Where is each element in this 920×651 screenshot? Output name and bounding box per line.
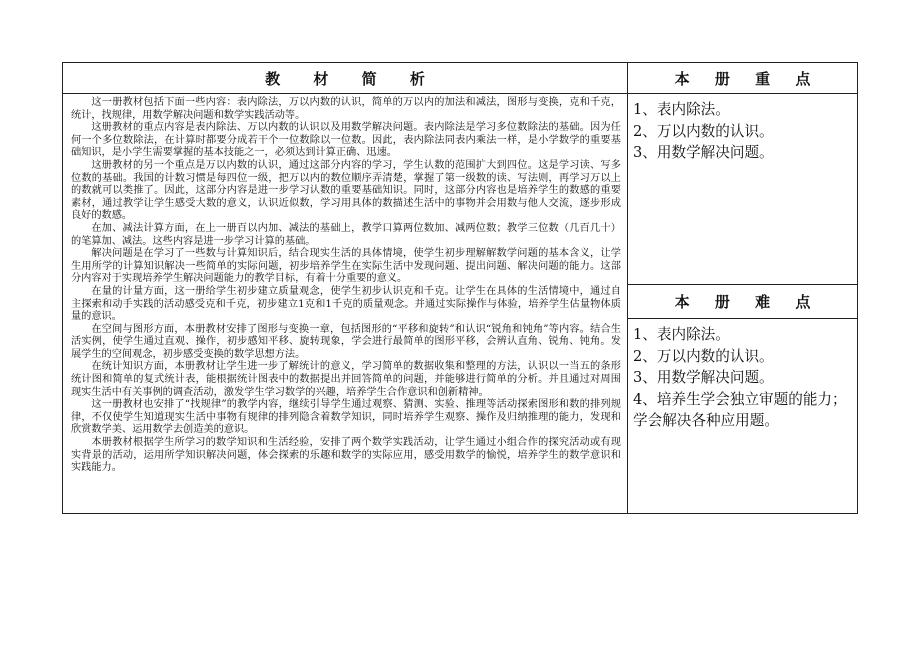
key-points-heading: 本 册 重 点: [628, 63, 857, 94]
paragraph: 这册教材的重点内容是表内除法、万以内数的认识以及用数学解决问题。表内除法是学习多位数除法的基础。因为任何一个多位数除法，在计算时都要分成若干个一位数除以一位数。因此，表内除法同表内乘法一样，是小学数学的重要基础知识，是小学生需要掌握的基本技能之一，必须达到计算正确、迅速。: [71, 122, 621, 159]
analysis-table: [62, 62, 858, 514]
paragraph: 解决问题是在学习了一些数与计算知识后，结合现实生活的具体情境，使学生初步理解解数学问题的基本含义，让学生用所学的计算知识解决一些简单的实际问题，初步培养学生在实际生活中发现问题、提出问题、解决问题的能力。这部分内容对于实现培养学生解决问题能力的教学目标，有着十分重要的意义。: [71, 248, 621, 285]
list-item: 3、用数学解决问题。: [633, 369, 774, 386]
difficulties-heading: 本 册 难 点: [628, 285, 857, 319]
paragraph: 在空间与图形方面，本册教材安排了图形与变换一章，包括图形的“平移和旋转”和认识“锐角和钝角”等内容。结合生活实例，使学生通过直观、操作，初步感知平移、旋转现象，学会进行最简单的图形平移，会辨认直角、锐角、钝角。发展学生的空间观念，初步感受变换的数学思想方法。: [71, 323, 621, 360]
list-item: 2、万以内数的认识。: [633, 122, 774, 140]
paragraph: 这册教材的另一个重点是万以内数的认识，通过这部分内容的学习，学生认数的范围扩大到四位。这是学习读、写多位数的基础。我国的计数习惯是每四位一级，把万以内的数位顺序弄清楚，掌握了第一级数的读、写法则，再学习万以上的数就可以类推了。因此，这部分内容是进一步学习认数的重要基础知识。同时，这部分内容也是培养学生的数感的重要素材，通过教学让学生感受大数的意义，认识近似数，学习用具体的数描述生活中的事物并会用数与他人交流，逐步形成良好的数感。: [71, 159, 621, 222]
difficulties-list: [628, 319, 857, 432]
paragraph: 在加、减法计算方面，在上一册百以内加、减法的基础上，教学口算两位数加、减两位数；教学三位数（几百几十）的笔算加、减法。这些内容是进一步学习计算的基础。: [71, 222, 621, 247]
paragraph: 这一册教材包括下面一些内容：表内除法，万以内数的认识，简单的万以内的加法和减法，图形与变换，克和千克，统计，找规律，用数学解决问题和数学实践活动等。: [71, 97, 621, 121]
right-column: [628, 63, 857, 513]
paragraph: 这一册教材也安排了“找规律”的教学内容，继续引导学生通过观察、猜测、实验、推理等活动探索图形和数的排列规律，不仅使学生知道现实生活中事物有规律的排列隐含着数学知识，同时培养学生观察、操作及归纳推理的能力，发现和欣赏数学美、运用数学去创造美的意识。: [71, 399, 621, 436]
list-item: 1、表内除法。: [633, 326, 730, 343]
list-item: 1、表内除法。: [633, 101, 730, 118]
list-item: 4、培养生学会独立审题的能力；学会解决各种应用题。: [633, 390, 847, 429]
paragraph: 本册教材根据学生所学习的数学知识和生活经验，安排了两个数学实践活动，让学生通过小组合作的探究活动或有现实背景的活动，运用所学知识解决问题，体会探索的乐趣和数学的实际应用，感受用数学的愉悦，培养学生的数学意识和实践能力。: [71, 437, 621, 474]
key-points-section: [628, 63, 857, 285]
textbook-analysis-column: [63, 63, 628, 513]
list-item: 2、万以内数的认识。: [633, 347, 774, 365]
key-points-list: [628, 94, 857, 164]
paragraph: 在量的计量方面，这一册给学生初步建立质量观念，使学生初步认识克和千克。让学生在具体的生活情境中，通过自主探索和动手实践的活动感受克和千克，初步建立1克和1千克的质量观念。并通过实际操作与体验，培养学生估量物体质量的意识。: [71, 285, 621, 323]
textbook-analysis-body: [63, 94, 627, 475]
paragraph: 在统计知识方面，本册教材让学生进一步了解统计的意义，学习简单的数据收集和整理的方法，认识以一当五的条形统计图和简单的复式统计表，能根据统计图表中的数据提出并回答简单的问题，并能够进行简单的分析。并且通过对周围现实生活中有关事例的调查活动，激发学生学习数学的兴趣，培养学生合作意识和创新精神。: [71, 361, 621, 398]
list-item: 3、用数学解决问题。: [633, 144, 774, 161]
difficulties-section: [628, 285, 857, 513]
textbook-analysis-heading: 教 材 简 析: [63, 63, 627, 94]
